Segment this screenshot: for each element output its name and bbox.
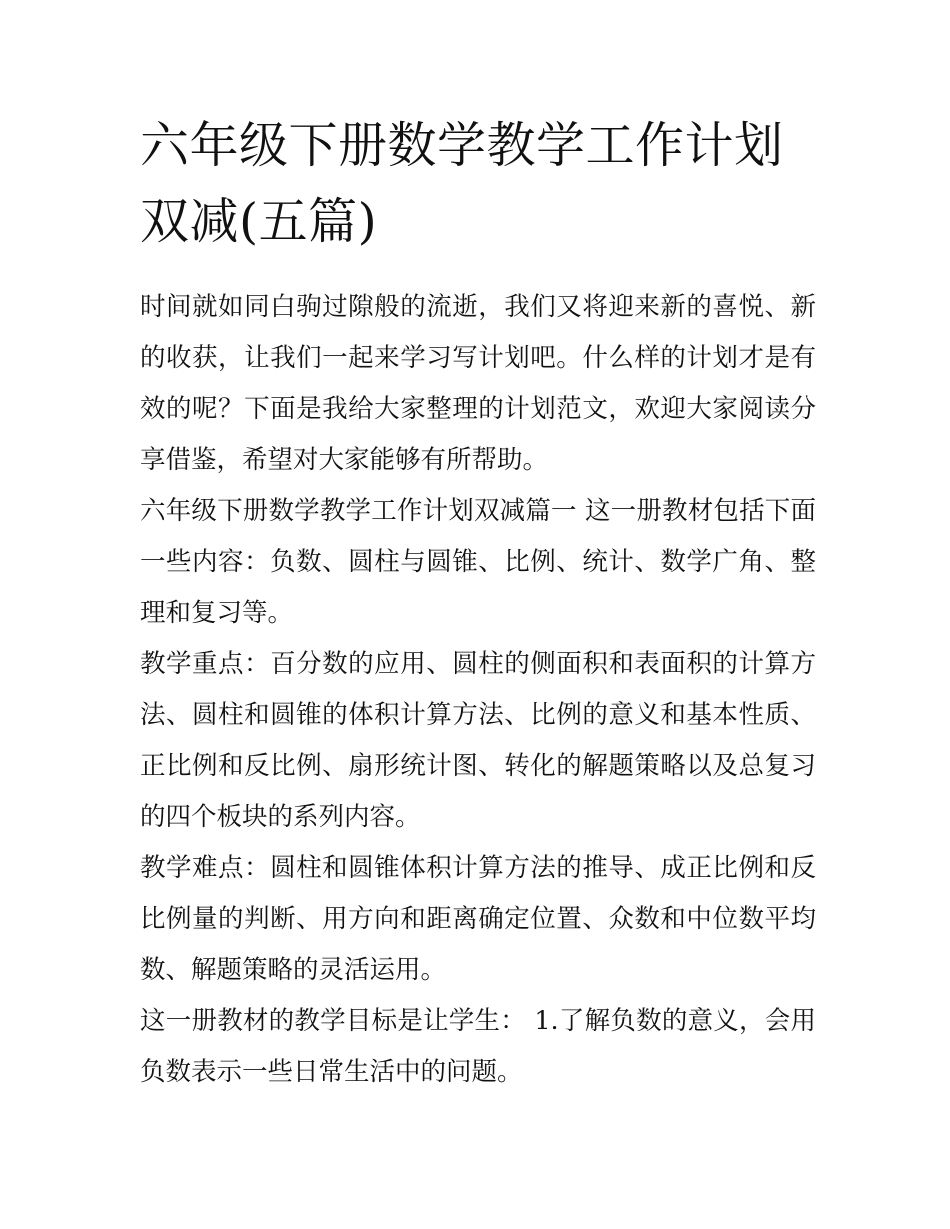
document-body xyxy=(140,108,816,1098)
document-title: 六年级下册数学教学工作计划双减(五篇) xyxy=(140,117,784,250)
section-one-paragraph: 六年级下册数学教学工作计划双减篇一 这一册教材包括下面一些内容：负数、圆柱与圆锥、比例、统计、数学广角、整理和复习等。 xyxy=(140,496,816,628)
teaching-goals-paragraph: 这一册教材的教学目标是让学生： 1.了解负数的意义，会用负数表示一些日常生活中的问题。 xyxy=(140,1006,816,1087)
teaching-difficulty-paragraph: 教学难点：圆柱和圆锥体积计算方法的推导、成正比例和反比例量的判断、用方向和距离确定位置、众数和中位数平均数、解题策略的灵活运用。 xyxy=(140,853,816,985)
intro-paragraph: 时间就如同白驹过隙般的流逝，我们又将迎来新的喜悦、新的收获，让我们一起来学习写计划吧。什么样的计划才是有效的呢？下面是我给大家整理的计划范文，欢迎大家阅读分享借鉴，希望对大家能够有所帮助。 xyxy=(140,292,816,475)
teaching-focus-paragraph: 教学重点：百分数的应用、圆柱的侧面积和表面积的计算方法、圆柱和圆锥的体积计算方法、比例的意义和基本性质、正比例和反比例、扇形统计图、转化的解题策略以及总复习的四个板块的系列内容。 xyxy=(140,649,816,832)
